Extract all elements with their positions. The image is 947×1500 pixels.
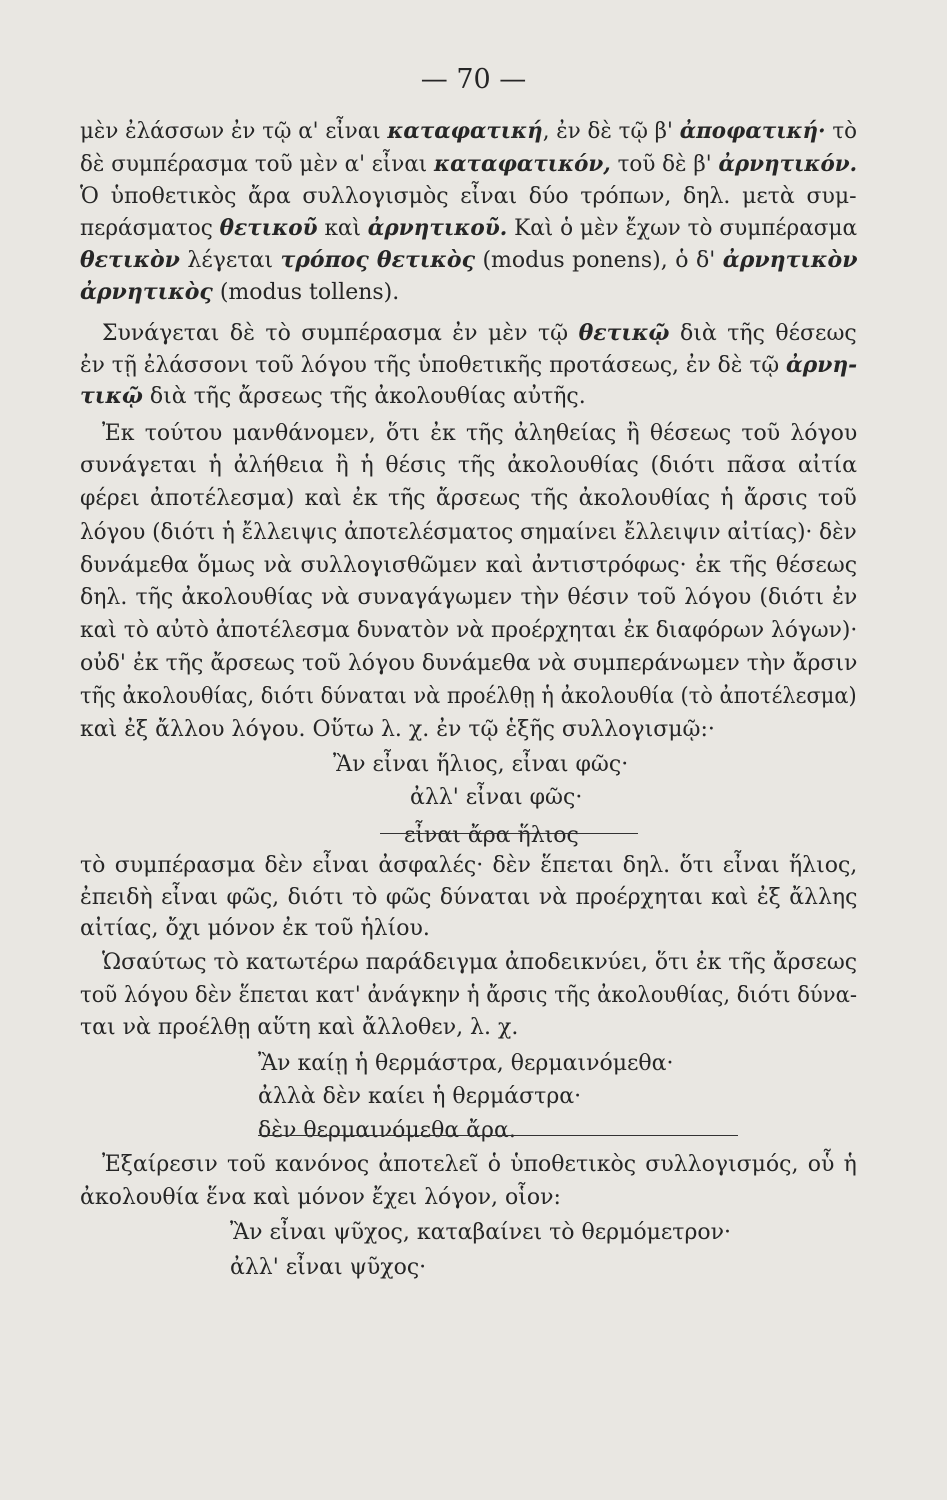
emphasis-term: θετικοῦ xyxy=(219,215,318,241)
text-run: ἐπειδὴ εἶναι φῶς, διότι τὸ φῶς δύναται νὰ προέρχηται καὶ ἐξ ἄλλης xyxy=(80,885,858,910)
text-line xyxy=(230,1257,426,1279)
text-run: καὶ τὸ αὐτὸ ἀποτέλεσμα δυνατὸν νὰ προέρχηται ἐκ διαφόρων λόγων)· xyxy=(80,618,858,643)
text-run: διὰ τῆς θέσεως xyxy=(669,321,857,346)
text-line xyxy=(258,1053,674,1075)
text-run: (modus tollens). xyxy=(212,280,400,305)
text-run: δὲν θερμαινόμεθα ἄρα. xyxy=(258,1118,516,1143)
text-run: Ἂν εἶναι ψῦχος, καταβαίνει τὸ θερμόμετρον· xyxy=(230,1220,732,1245)
text-run: διὰ τῆς ἄρσεως τῆς ἀκολουθίας αὐτῆς. xyxy=(142,384,586,409)
text-line xyxy=(102,423,857,445)
text-line xyxy=(80,354,857,377)
text-line xyxy=(102,1154,857,1176)
text-line xyxy=(80,653,857,675)
text-line xyxy=(80,555,857,577)
emphasis-term: ἀρνη- xyxy=(786,352,858,378)
text-line xyxy=(80,1017,518,1039)
text-run: Καὶ ὁ μὲν ἔχων τὸ συμπέρασμα xyxy=(507,216,858,241)
text-run: Ὡσαύτως τὸ κατωτέρω παράδειγμα ἀποδεικνύει, ὅτι ἐκ τῆς ἄρσεως xyxy=(102,950,858,975)
text-run: ἀλλ' εἶναι φῶς· xyxy=(410,785,583,810)
text-line xyxy=(410,787,582,809)
emphasis-term: ἀρνητικὸς xyxy=(80,279,213,305)
text-line xyxy=(80,1187,561,1209)
text-line xyxy=(230,1222,731,1244)
text-line xyxy=(80,217,857,240)
text-run: Ὁ ὑποθετικὸς ἄρα συλλογισμὸς εἶναι δύο τρόπων, δηλ. μετὰ συμ- xyxy=(80,184,857,209)
text-run: ἀλλὰ δὲν καίει ἡ θερμάστρα· xyxy=(258,1084,582,1109)
text-run: ἀλλ' εἶναι ψῦχος· xyxy=(230,1255,427,1280)
text-line xyxy=(102,322,857,345)
emphasis-term: ἀρνητικὸν xyxy=(722,247,858,273)
text-run: δηλ. τῆς ἀκολουθίας νὰ συναγάγωμεν τὴν θέσιν τοῦ λόγου (διότι ἐν xyxy=(80,585,858,610)
text-line xyxy=(80,455,857,477)
text-line xyxy=(80,153,857,176)
text-run: τὸ xyxy=(825,119,858,144)
text-run: ἐν τῇ ἐλάσσονι τοῦ λόγου τῆς ὑποθετικῆς προτάσεως, ἐν δὲ τῷ xyxy=(80,353,787,378)
text-line xyxy=(80,120,857,143)
text-run: φέρει ἀποτέλεσμα) καὶ ἐκ τῆς ἄρσεως τῆς ἀκολουθίας ἡ ἄρσις τοῦ xyxy=(80,486,857,511)
text-line xyxy=(333,754,628,776)
text-run: Ἂν καίῃ ἡ θερμάστρα, θερμαινόμεθα· xyxy=(258,1051,674,1076)
text-run: δυνάμεθα ὅμως νὰ συλλογισθῶμεν καὶ ἀντιστρόφως· ἐκ τῆς θέσεως xyxy=(80,553,858,578)
text-run: μὲν ἐλάσσων ἐν τῷ α' εἶναι xyxy=(80,119,388,144)
emphasis-term: θετικὸν xyxy=(80,247,180,273)
text-line xyxy=(102,952,857,974)
text-run: Ἐξαίρεσιν τοῦ κανόνος ἀποτελεῖ ὁ ὑποθετικὸς συλλογισμός, οὗ ἡ xyxy=(102,1152,857,1177)
text-line xyxy=(80,488,857,510)
emphasis-term: ἀποφατική· xyxy=(679,118,826,144)
text-line xyxy=(80,887,857,909)
text-run: Ἂν εἶναι ἥλιος, εἶναι φῶς· xyxy=(333,752,629,777)
text-line xyxy=(258,1086,581,1108)
text-run: λέγεται xyxy=(179,248,281,273)
text-line xyxy=(80,522,857,544)
syllogism-rule-2 xyxy=(258,1135,738,1136)
text-run: ἀκολουθία ἕνα καὶ μόνον ἔχει λόγον, οἷον: xyxy=(80,1185,561,1210)
text-run: καὶ xyxy=(317,216,368,241)
emphasis-term: τικῷ xyxy=(80,383,143,409)
text-run: οὐδ' ἐκ τῆς ἄρσεως τοῦ λόγου δυνάμεθα νὰ συμπεράνωμεν τὴν ἄρσιν xyxy=(80,651,858,676)
text-line xyxy=(80,855,857,877)
page-number: — 70 — xyxy=(420,64,527,95)
text-run: περάσματος xyxy=(80,216,220,241)
text-run: λόγου (διότι ἡ ἔλλειψις ἀποτελέσματος σημαίνει ἔλλειψιν αἰτίας)· δὲν xyxy=(80,520,857,545)
text-line xyxy=(80,686,857,708)
text-run: συνάγεται ἡ ἀλήθεια ἢ ἡ θέσις τῆς ἀκολουθίας (διότι πᾶσα αἰτία xyxy=(80,453,857,478)
text-run: δὲ συμπέρασμα τοῦ μὲν α' εἶναι xyxy=(80,152,435,177)
text-run: Ἐκ τούτου μανθάνομεν, ὅτι ἐκ τῆς ἀληθείας ἢ θέσεως τοῦ λόγου xyxy=(102,421,858,446)
emphasis-term: θετικῷ xyxy=(578,320,670,346)
text-run: τοῦ δὲ β' xyxy=(610,152,719,177)
text-line xyxy=(80,719,715,741)
text-run: αἰτίας, ὄχι μόνον ἐκ τοῦ ἡλίου. xyxy=(80,916,430,941)
emphasis-term: καταφατικόν, xyxy=(434,151,611,177)
text-run: ται νὰ προέλθῃ αὕτη καὶ ἄλλοθεν, λ. χ. xyxy=(80,1015,519,1040)
text-line xyxy=(80,186,857,208)
text-run: τὸ συμπέρασμα δὲν εἶναι ἀσφαλές· δὲν ἕπεται δηλ. ὅτι εἶναι ἥλιος, xyxy=(80,853,858,878)
emphasis-term: καταφατική xyxy=(387,118,543,144)
emphasis-term: τρόπος θετικὸς xyxy=(280,247,475,273)
text-run: καὶ ἐξ ἄλλου λόγου. Οὕτω λ. χ. ἐν τῷ ἑξῆς συλλογισμῷ:· xyxy=(80,717,715,742)
text-line xyxy=(80,281,399,304)
text-run: τοῦ λόγου δὲν ἕπεται κατ' ἀνάγκην ἡ ἄρσις τῆς ἀκολουθίας, διότι δύνα- xyxy=(80,983,858,1008)
text-line xyxy=(80,918,430,940)
text-line xyxy=(80,249,857,272)
text-line xyxy=(80,385,586,408)
text-line xyxy=(80,985,857,1007)
syllogism-rule-1 xyxy=(380,833,638,834)
text-run: τῆς ἀκολουθίας, διότι δύναται νὰ προέλθῃ ἡ ἀκολουθία (τὸ ἀποτέλεσμα) xyxy=(80,684,857,709)
emphasis-term: ἀρνητικόν. xyxy=(718,151,858,177)
emphasis-term: ἀρνητικοῦ. xyxy=(367,215,508,241)
text-line xyxy=(258,1120,516,1142)
text-run: Συνάγεται δὲ τὸ συμπέρασμα ἐν μὲν τῷ xyxy=(102,321,579,346)
text-run: , ἐν δὲ τῷ β' xyxy=(542,119,680,144)
text-run: (modus ponens), ὁ δ' xyxy=(474,248,723,273)
text-line xyxy=(404,825,579,847)
text-line xyxy=(80,587,857,609)
text-run: εἶναι ἄρα ἥλιος xyxy=(404,823,579,848)
text-line xyxy=(80,620,857,642)
